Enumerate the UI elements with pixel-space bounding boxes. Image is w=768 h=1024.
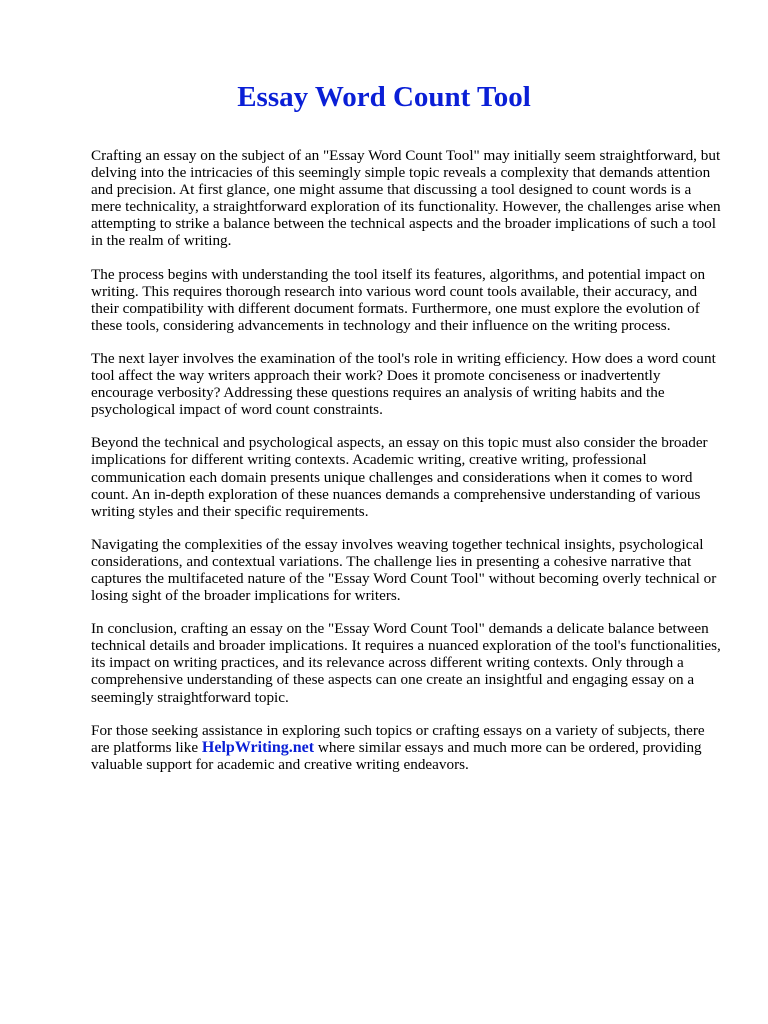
paragraph-3: The next layer involves the examination of the tool's role in writing efficiency. How does a word count tool affect the way writers approach their work? Does it promote conciseness or inadvertently encourage verbosity? Addressing these questions requires an analysis of writing habits and the psychological impact of word count constraints. <box>91 349 716 419</box>
closing-text-before-link: For those seeking assistance in exploring such topics or crafting essays on a variety of subjects, there are platforms like <box>91 721 705 756</box>
paragraph-5: Navigating the complexities of the essay involves weaving together technical insights, psychological considerations, and contextual variations. The challenge lies in presenting a cohesive narrative that captures the multifaceted nature of the "Essay Word Count Tool" without becoming overly technical or losing sight of the broader implications for writers. <box>91 535 717 605</box>
helpwriting-link[interactable]: HelpWriting.net <box>201 738 315 756</box>
paragraph-1: Crafting an essay on the subject of an "Essay Word Count Tool" may initially seem straightforward, but delving into the intricacies of this seemingly simple topic reveals a complexity that demands attention and precision. At first glance, one might assume that discussing a tool designed to count words is a mere technicality, a straightforward exploration of its functionality. However, the challenges arise when attempting to strike a balance between the technical aspects and the broader implications of such a tool in the realm of writing. <box>91 147 721 250</box>
closing-paragraph <box>91 722 721 773</box>
closing-text-after-link: where similar essays and much more can be ordered, providing valuable support for academic and creative writing endeavors. <box>91 738 702 773</box>
paragraph-6: In conclusion, crafting an essay on the "Essay Word Count Tool" demands a delicate balance between technical details and broader implications. It requires a nuanced exploration of the tool's functionalities, its impact on writing practices, and its relevance across different writing contexts. Only through a comprehensive understanding of these aspects can one create an insightful and engaging essay on a seemingly straightforward topic. <box>91 620 721 706</box>
paragraph-4: Beyond the technical and psychological aspects, an essay on this topic must also consider the broader implications for different writing contexts. Academic writing, creative writing, professional communication each domain presents unique challenges and considerations when it comes to word count. An in-depth exploration of these nuances demands a comprehensive understanding of various writing styles and their specific requirements. <box>91 434 708 520</box>
paragraph-2: The process begins with understanding the tool itself its features, algorithms, and potential impact on writing. This requires thorough research into various word count tools available, their accuracy, and their compatibility with different document formats. Furthermore, one must explore the evolution of these tools, considering advancements in technology and their influence on the writing process. <box>91 265 706 334</box>
essay-body <box>91 147 721 789</box>
page-title: Essay Word Count Tool <box>237 81 531 113</box>
